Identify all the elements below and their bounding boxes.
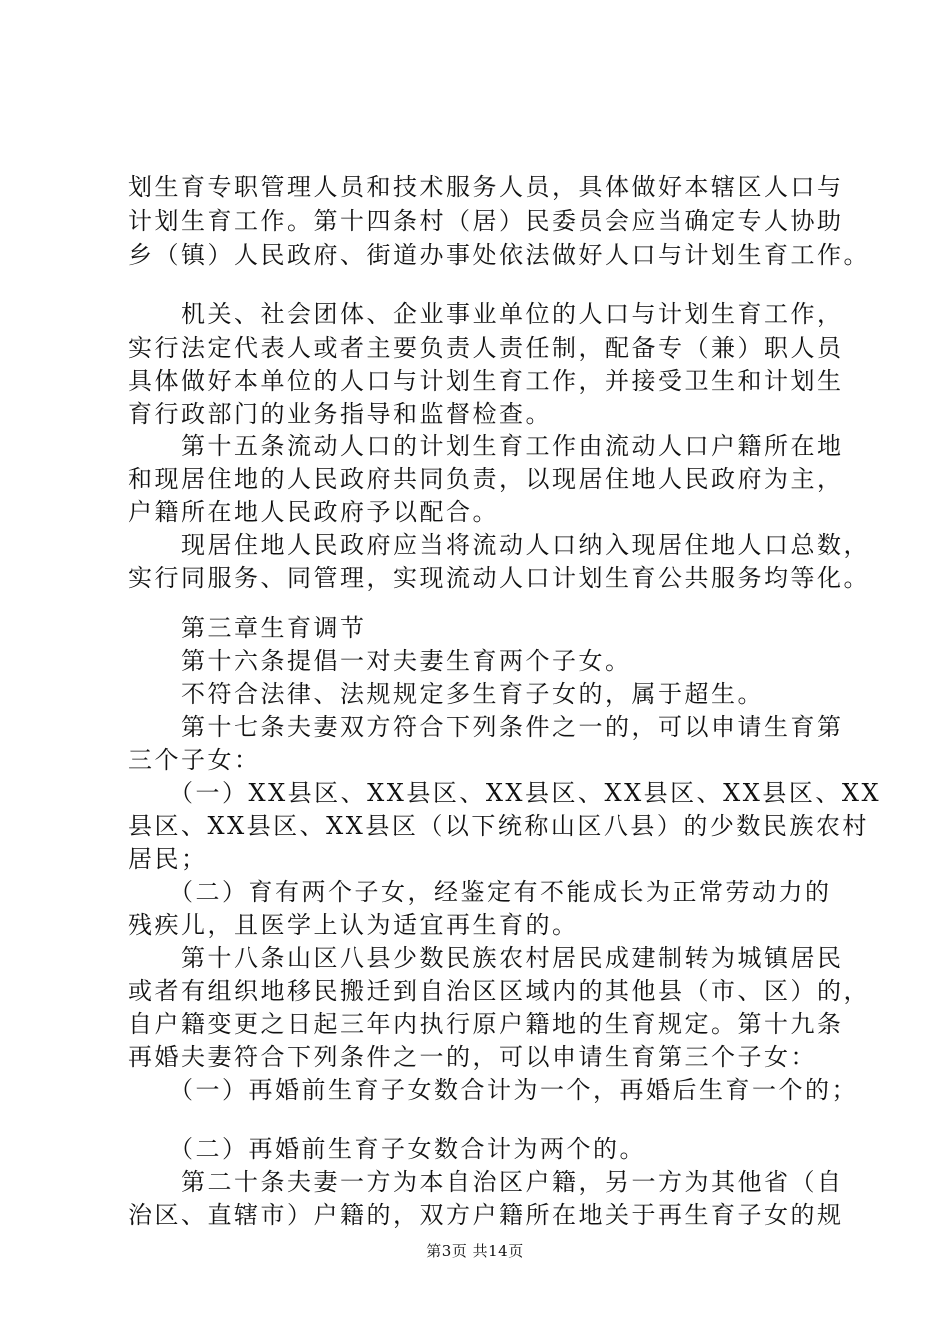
body-line: 或者有组织地移民搬迁到自治区区域内的其他县（市、区）的， — [128, 977, 870, 1005]
body-line: 育行政部门的业务指导和监督检查。 — [128, 400, 552, 428]
body-line: 第二十条夫妻一方为本自治区户籍，另一方为其他省（自 — [128, 1168, 844, 1196]
body-line: 机关、社会团体、企业事业单位的人口与计划生育工作， — [128, 300, 844, 328]
body-line: 和现居住地的人民政府共同负责，以现居住地人民政府为主， — [128, 465, 844, 493]
body-line: 残疾儿，且医学上认为适宜再生育的。 — [128, 911, 579, 939]
body-line: （二）育有两个子女，经鉴定有不能成长为正常劳动力的 — [128, 878, 832, 906]
body-line: 第十六条提倡一对夫妻生育两个子女。 — [128, 647, 632, 675]
body-line: 第十八条山区八县少数民族农村居民成建制转为城镇居民 — [128, 944, 844, 972]
body-line: 实行同服务、同管理，实现流动人口计划生育公共服务均等化。 — [128, 564, 870, 592]
body-line: 不符合法律、法规规定多生育子女的，属于超生。 — [128, 680, 764, 708]
body-line: 再婚夫妻符合下列条件之一的，可以申请生育第三个子女： — [128, 1043, 817, 1071]
body-line: 划生育专职管理人员和技术服务人员，具体做好本辖区人口与 — [128, 173, 844, 201]
body-line: 现居住地人民政府应当将流动人口纳入现居住地人口总数， — [128, 531, 870, 559]
body-line: 第十五条流动人口的计划生育工作由流动人口户籍所在地 — [128, 432, 844, 460]
body-line: 三个子女： — [128, 746, 261, 774]
body-line: 计划生育工作。第十四条村（居）民委员会应当确定专人协助 — [128, 207, 844, 235]
page-footer: 第3页 共14页 — [426, 1242, 524, 1260]
body-line: （二）再婚前生育子女数合计为两个的。 — [128, 1135, 646, 1163]
body-line: 县区、XX县区、XX县区（以下统称山区八县）的少数民族农村 — [128, 812, 869, 840]
body-line: 第十七条夫妻双方符合下列条件之一的，可以申请生育第 — [128, 713, 844, 741]
body-line: 治区、直辖市）户籍的，双方户籍所在地关于再生育子女的规 — [128, 1201, 844, 1229]
body-line: （一）XX县区、XX县区、XX县区、XX县区、XX县区、XX — [128, 779, 882, 807]
chapter-heading: 第三章生育调节 — [128, 614, 367, 642]
body-line: 乡（镇）人民政府、街道办事处依法做好人口与计划生育工作。 — [128, 241, 870, 269]
body-line: 自户籍变更之日起三年内执行原户籍地的生育规定。第十九条 — [128, 1010, 844, 1038]
body-line: 居民； — [128, 845, 208, 873]
body-line: 户籍所在地人民政府予以配合。 — [128, 498, 499, 526]
body-line: 实行法定代表人或者主要负责人责任制，配备专（兼）职人员 — [128, 334, 844, 362]
body-line: 具体做好本单位的人口与计划生育工作，并接受卫生和计划生 — [128, 367, 844, 395]
body-line: （一）再婚前生育子女数合计为一个，再婚后生育一个的； — [128, 1076, 858, 1104]
